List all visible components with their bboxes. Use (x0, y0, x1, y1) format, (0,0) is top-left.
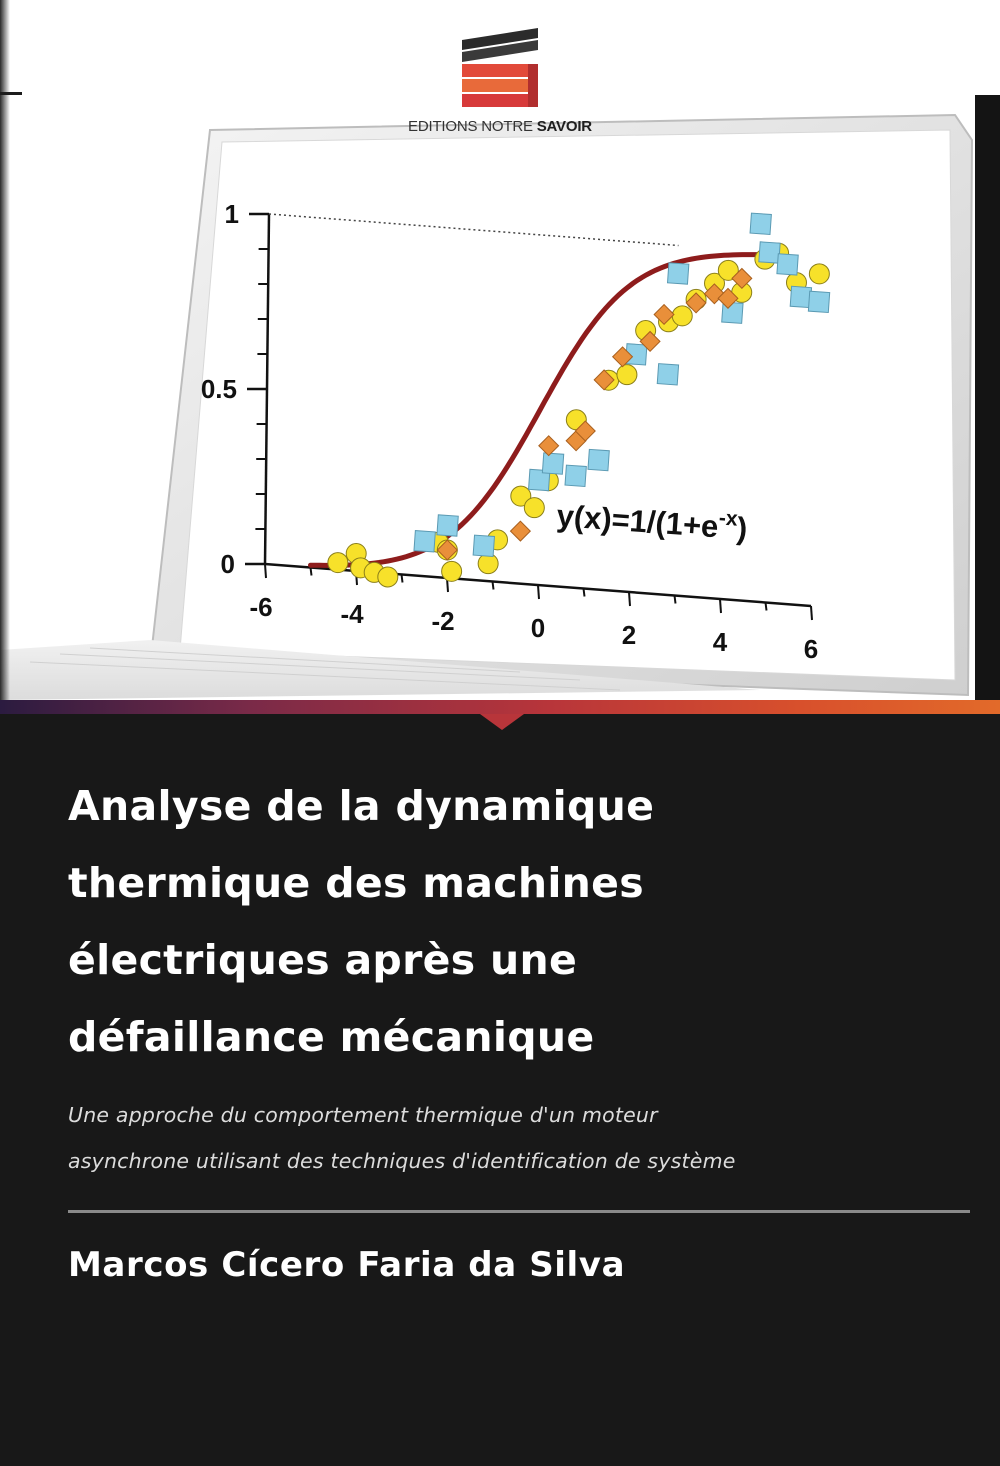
x-tick (584, 589, 585, 597)
y-tick-label: 1 (224, 199, 239, 229)
data-point-square (808, 291, 829, 312)
divider-rule (68, 1210, 970, 1213)
x-tick (811, 606, 812, 620)
data-point-square (750, 213, 771, 234)
x-tick-label: -6 (249, 592, 273, 622)
data-point-square (777, 254, 798, 275)
sigmoid-chart (0, 0, 1000, 700)
data-point-circle (809, 264, 829, 284)
data-point-circle (524, 498, 544, 518)
x-tick (311, 568, 312, 576)
x-tick (629, 592, 630, 606)
data-point-diamond (539, 436, 559, 456)
subtitle-line: Une approche du comportement thermique d'un moteur (68, 1103, 658, 1127)
cover-illustration (0, 0, 1000, 700)
data-point-square (657, 364, 678, 385)
data-point-square (565, 465, 586, 486)
data-point-square (588, 449, 609, 470)
gridline-y1 (269, 214, 679, 246)
y-tick-label: 0 (220, 549, 235, 579)
author-name: Marcos Cícero Faria da Silva (68, 1245, 626, 1285)
data-point-circle (378, 567, 398, 587)
x-tick-label: 2 (621, 620, 637, 650)
x-tick (265, 564, 266, 578)
data-point-diamond (511, 521, 531, 541)
data-point-circle (442, 561, 462, 581)
x-tick-label: 0 (530, 613, 546, 643)
x-tick (675, 596, 676, 604)
x-tick-label: -4 (340, 599, 364, 629)
x-tick-label: 4 (712, 627, 728, 657)
data-point-square (759, 242, 780, 263)
subtitle-line: asynchrone utilisant des techniques d'identification de système (68, 1149, 736, 1173)
x-tick-label: 6 (803, 634, 819, 664)
x-tick (402, 575, 403, 583)
data-point-square (668, 263, 689, 284)
data-point-circle (328, 553, 348, 573)
book-title (68, 768, 968, 1076)
title-line: défaillance mécanique (68, 1013, 595, 1061)
x-tick (493, 582, 494, 590)
title-line: thermique des machines (68, 859, 644, 907)
x-tick (538, 585, 539, 599)
y-tick-label: 0.5 (200, 374, 237, 404)
x-tick (720, 599, 721, 613)
data-point-square (473, 535, 494, 556)
data-point-circle (672, 306, 692, 326)
data-point-circle (617, 365, 637, 385)
title-line: électriques après une (68, 936, 578, 984)
color-band (0, 700, 1000, 714)
band-pointer (480, 714, 524, 730)
data-point-circle (478, 554, 498, 574)
title-line: Analyse de la dynamique (68, 782, 655, 830)
data-point-square (437, 515, 458, 536)
data-point-square (414, 531, 435, 552)
data-point-square (542, 453, 563, 474)
publisher-name: EDITIONS NOTRE SAVOIR (408, 118, 592, 135)
formula-annotation: $y(x)=1/(1+e^{-x})$ (555, 498, 749, 547)
x-tick-label: -2 (431, 606, 455, 636)
book-subtitle (68, 1092, 968, 1184)
x-tick (766, 603, 767, 611)
